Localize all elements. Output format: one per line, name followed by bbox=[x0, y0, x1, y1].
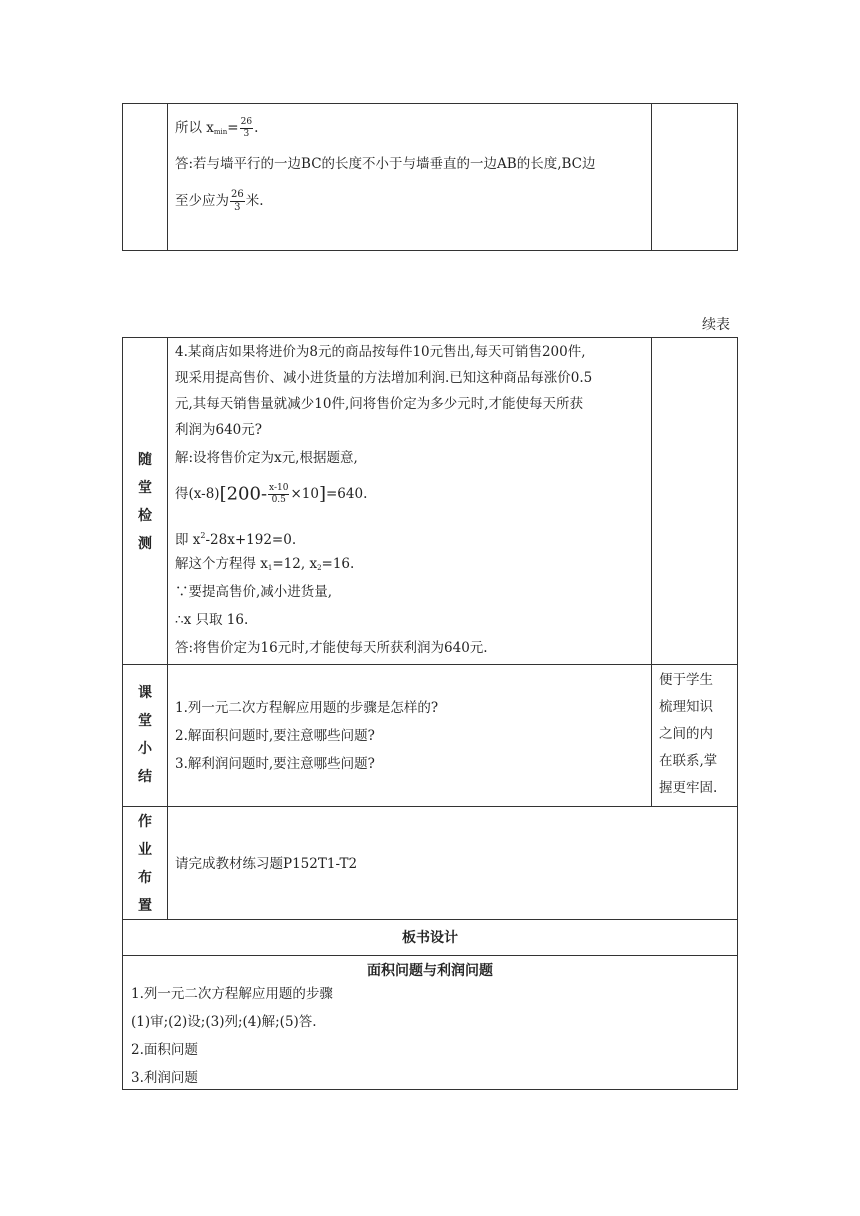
board-line: (1)审;(2)设;(3)列;(4)解;(5)答. bbox=[131, 1014, 317, 1030]
fraction: $\frac{26}{3}$ bbox=[231, 189, 244, 213]
therefore-line: ∴x 只取 16. bbox=[175, 612, 249, 628]
section-label-summary: 课 堂 小 结 bbox=[138, 685, 152, 785]
board-design-header: 板书设计 bbox=[402, 930, 458, 946]
summary-question: 3.解利润问题时,要注意哪些问题? bbox=[175, 756, 375, 772]
summary-note: 梳理知识 bbox=[659, 699, 713, 715]
summary-note: 在联系,掌 bbox=[659, 753, 718, 769]
roots-line: 解这个方程得 $x_1=12$, $x_2=16$. bbox=[175, 556, 355, 572]
continued-label: 续表 bbox=[702, 317, 730, 333]
lesson-table bbox=[122, 337, 738, 1090]
board-line: 3.利润问题 bbox=[131, 1070, 198, 1086]
answer-line: 答:将售价定为16元时,才能使每天所获利润为640元. bbox=[175, 640, 488, 656]
summary-question: 2.解面积问题时,要注意哪些问题? bbox=[175, 728, 375, 744]
solution-line: 解:设将售价定为x元,根据题意, bbox=[175, 450, 358, 466]
answer-line: 答:若与墙平行的一边BC的长度不小于与墙垂直的一边AB的长度,BC边 bbox=[175, 156, 596, 172]
section-label-quiz: 随 堂 检 测 bbox=[138, 452, 152, 552]
homework-text: 请完成教材练习题P152T1-T2 bbox=[175, 856, 358, 872]
problem-line: 现采用提高售价、减小进货量的方法增加利润.已知这种商品每涨价0.5 bbox=[175, 370, 593, 386]
section-label-homework: 作 业 布 置 bbox=[138, 814, 152, 914]
column-divider bbox=[167, 104, 168, 250]
problem-line: 利润为640元? bbox=[175, 422, 263, 438]
quadratic-line: 即 $x^2-28x+192=0$. bbox=[175, 531, 297, 548]
because-line: ∵要提高售价,减小进货量, bbox=[175, 584, 333, 600]
min-value-line: 所以 $x_{min}=$ $\frac{26}{3}$ . bbox=[175, 117, 259, 139]
board-line: 1.列一元二次方程解应用题的步骤 bbox=[131, 986, 333, 1002]
row-divider bbox=[123, 806, 737, 807]
problem-line: 元,其每天销售量就减少10件,问将售价定为多少元时,才能使每天所获 bbox=[175, 396, 584, 412]
summary-note: 便于学生 bbox=[659, 672, 713, 688]
summary-note: 之间的内 bbox=[659, 726, 713, 742]
column-divider bbox=[651, 104, 652, 250]
solution-table-fragment bbox=[122, 103, 738, 251]
column-divider bbox=[651, 338, 652, 806]
row-divider bbox=[123, 955, 737, 956]
row-divider bbox=[123, 664, 737, 665]
summary-note: 握更牢固. bbox=[659, 780, 718, 796]
column-divider bbox=[167, 338, 168, 919]
summary-question: 1.列一元二次方程解应用题的步骤是怎样的? bbox=[175, 700, 439, 716]
fraction: $\frac{26}{3}$ bbox=[240, 117, 253, 139]
board-design-title: 面积问题与利润问题 bbox=[367, 963, 493, 979]
fraction: $\frac{x-10}{0.5}$ bbox=[269, 483, 289, 505]
board-line: 2.面积问题 bbox=[131, 1042, 198, 1058]
equation-line: 得(x-8)[200- $\frac{x-10}{0.5}$ ×10]=640. bbox=[175, 483, 368, 505]
row-divider bbox=[123, 919, 737, 920]
answer-line: 至少应为 $\frac{26}{3}$ 米. bbox=[175, 189, 264, 213]
problem-line: 4.某商店如果将进价为8元的商品按每件10元售出,每天可销售200件, bbox=[175, 344, 586, 360]
